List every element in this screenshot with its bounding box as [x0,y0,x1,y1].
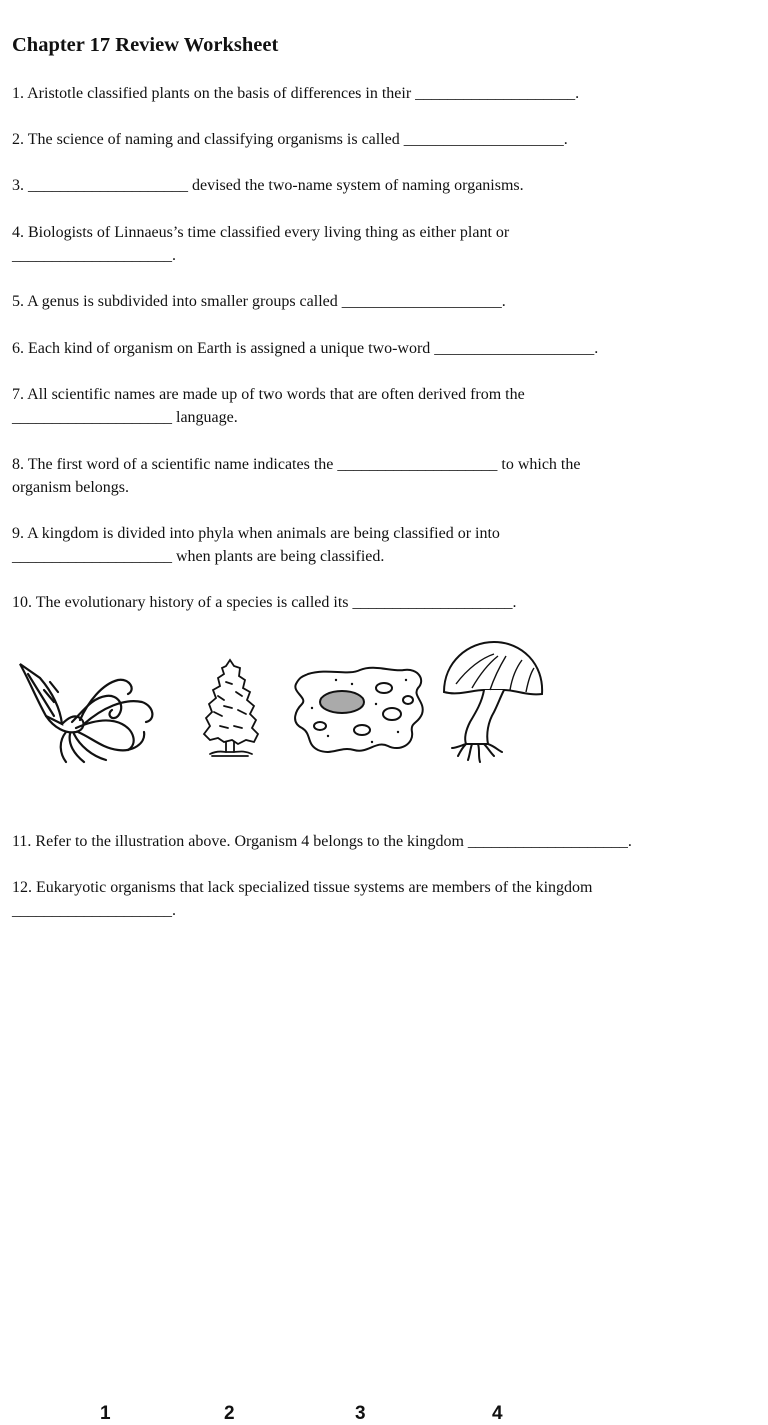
question-text-cont: organism belongs. [12,479,130,496]
question-text: 5. A genus is subdivided into smaller groups called ____________________. [12,293,506,310]
question-7 [12,383,525,429]
question-6 [12,337,598,360]
question-5 [12,290,506,313]
question-text-cont: ____________________ language. [12,409,238,426]
question-text: 9. A kingdom is divided into phyla when animals are being classified or into [12,525,500,542]
mushroom-icon [438,638,548,768]
question-text: 12. Eukaryotic organisms that lack specialized tissue systems are members of the kingdom [12,879,593,896]
question-9 [12,522,500,568]
question-text: 10. The evolutionary history of a species is called its ____________________. [12,594,517,611]
question-10 [12,591,517,614]
squid-icon [14,658,164,768]
worksheet-title: Chapter 17 Review Worksheet [12,34,279,56]
question-4 [12,221,509,267]
question-text: 2. The science of naming and classifying organisms is called ____________________. [12,131,568,148]
question-text: 1. Aristotle classified plants on the basis of differences in their ____________________. [12,85,580,102]
question-1 [12,82,579,105]
organism-label-2: 2 [224,1403,235,1424]
question-12 [12,876,592,922]
question-8 [12,453,580,499]
question-11 [12,830,632,853]
question-text: 8. The first word of a scientific name indicates the ____________________ to which the [12,456,581,473]
question-text: 11. Refer to the illustration above. Organism 4 belongs to the kingdom ____________________. [12,833,632,850]
question-text-cont: ____________________. [12,247,176,264]
question-text-cont: ____________________. [12,902,176,919]
question-3 [12,174,524,197]
question-2 [12,128,568,151]
question-text: 6. Each kind of organism on Earth is assigned a unique two-word ____________________. [12,340,599,357]
question-text: 7. All scientific names are made up of two words that are often derived from the [12,386,525,403]
question-text: 3. ____________________ devised the two-name system of naming organisms. [12,177,524,194]
organism-label-3: 3 [355,1403,366,1424]
question-text-cont: ____________________ when plants are being classified. [12,548,385,565]
question-text: 4. Biologists of Linnaeus’s time classified every living thing as either plant or [12,224,510,241]
tree-icon [196,656,264,768]
amoeba-icon [288,666,430,758]
organism-label-1: 1 [100,1403,111,1424]
organism-label-4: 4 [492,1403,503,1424]
